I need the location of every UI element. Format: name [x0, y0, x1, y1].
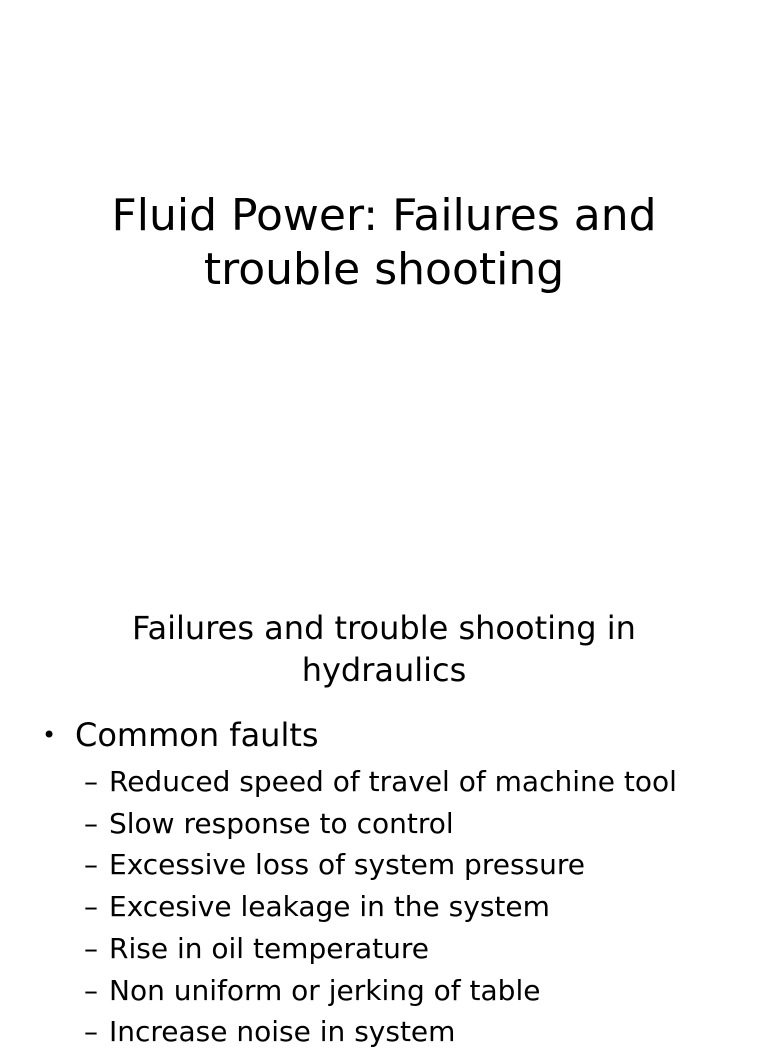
dash-marker: – — [84, 806, 98, 840]
sub-bullet-item — [84, 970, 677, 1012]
sub-bullet-item — [84, 761, 677, 803]
bullet-text: Common faults — [75, 716, 319, 754]
sub-bullet-text: Rise in oil temperature — [109, 931, 429, 965]
bullet-item-common-faults — [42, 713, 319, 757]
sub-bullet-text: Reduced speed of travel of machine tool — [109, 765, 677, 798]
slide-title — [0, 189, 768, 297]
sub-bullet-text: Excesive leakage in the system — [109, 890, 550, 924]
content-title-line-1: Failures and trouble shooting in — [132, 609, 636, 647]
slide-title-line-2: trouble shooting — [203, 244, 565, 295]
bullet-list — [42, 713, 319, 757]
sub-bullet-text: Increase noise in system — [109, 1015, 456, 1049]
slide-title-line-1: Fluid Power: Failures and — [111, 190, 657, 241]
sub-bullet-item — [84, 928, 677, 970]
sub-bullet-text: Excessive loss of system pressure — [109, 848, 585, 882]
dash-marker: – — [84, 931, 98, 965]
bullet-marker: • — [42, 721, 57, 749]
dash-marker: – — [84, 973, 98, 1007]
content-slide-title — [0, 607, 768, 691]
dash-marker: – — [84, 1015, 98, 1049]
content-title-line-2: hydraulics — [301, 651, 467, 689]
sub-bullet-text: Non uniform or jerking of table — [109, 973, 541, 1007]
sub-bullet-item — [84, 844, 677, 886]
dash-marker: – — [84, 765, 98, 798]
dash-marker: – — [84, 890, 98, 924]
dash-marker: – — [84, 848, 98, 882]
sub-bullet-item — [84, 886, 677, 928]
sub-bullet-list — [84, 761, 677, 1053]
sub-bullet-text: Slow response to control — [109, 806, 454, 840]
sub-bullet-item — [84, 1011, 677, 1053]
content-slide — [0, 576, 768, 1049]
sub-bullet-item — [84, 803, 677, 845]
